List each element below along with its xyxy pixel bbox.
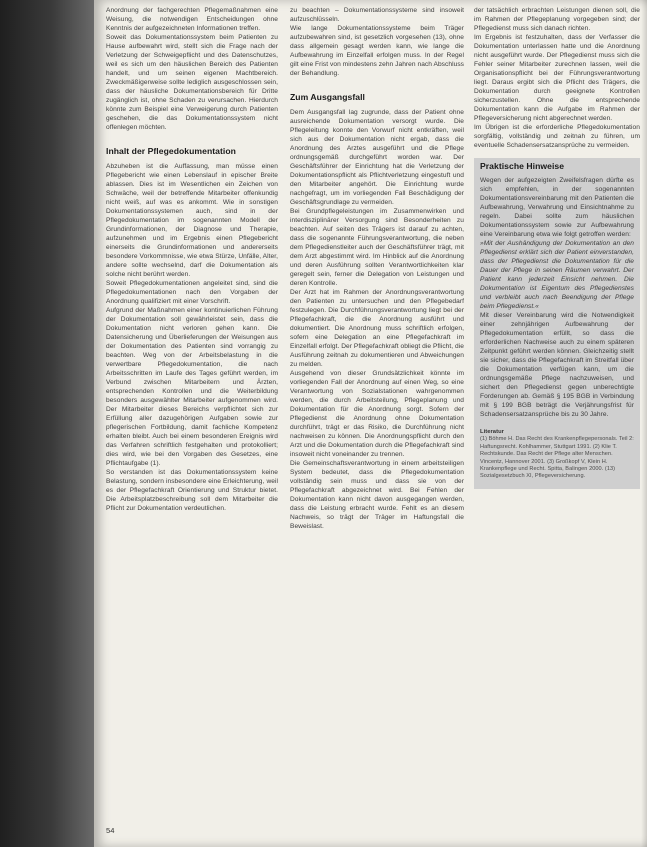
column-right	[474, 6, 640, 489]
paragraph: Im Übrigen ist die erforderliche Pflegedokumentation sorgfältig, vollständig und zeitnah zu führen, um eventuelle Schadensersatzansprüche zu vermeiden.	[474, 124, 640, 149]
paragraph: Anordnung der fachgerechten Pflegemaßnahmen eine Weisung, die notwendigen Entscheidungen ohne Kenntnis der aufgezeichneten Informationen treffen.	[106, 7, 278, 32]
paragraph: Wegen der aufgezeigten Zweifelsfragen dürfte es sich empfehlen, in der sogenannten Dokumentationsvereinbarung mit den Patienten die Aufbewahrung, Verwahrung und Einsichtnahme zu regeln. Dabei sollte zum häuslichen Dokumentationssystem sowie zur Aufbewahrung eine Vereinbarung etwa wie folgt getroffen werden:	[480, 177, 634, 238]
document-page	[94, 0, 647, 847]
paragraph: Bei Grundpflegeleistungen im Zusammenwirken und interdisziplinärer Versorgung sind Besonderheiten zu beachten. Auf seiten des Trägers ist darauf zu achten, dass die sogenannte Führungsverantwortung, die neben dem Pflegedienstleiter auch der Geschäftsführer trägt, mit dem Arzt abgestimmt wird. Im Hinblick auf die Anordnung und deren Ausführung sollten Verantwortlichkeiten klar geregelt sein, ferner die Delegation von Leistungen und deren Kontrolle.	[290, 208, 464, 287]
box-heading: Praktische Hinweise	[480, 161, 565, 171]
literature-heading: Literatur	[480, 429, 504, 435]
paragraph: Aufgrund der Maßnahmen einer kontinuierlichen Führung der Dokumentation soll gewährleistet sein, dass die Dokumentation nicht verloren gehen kann. Die Datensicherung und Überlieferungen der Weisungen aus der Dokumentation des Patienten sind vorrangig zu beachten. Weg von der Arbeitsbelastung in die verwertbare Pflegedokumentation, die nach Arbeitsschritten im Laufe des Tages geführt werden, im Verbund zwischen Mitarbeitern und Ärzten, entsprechenden Kontrollen und die Weiterbildung besonders ausgewählter Mitarbeiter aufgenommen wird. Der Mitarbeiter dieses Bereichs verpflichtet sich zur Erfüllung aller dazugehörigen Aufgaben sowie zur pflegerischen Fortbildung, damit fachliche Kompetenz erhalten bleibt. Auch bei einem besonderen Ereignis wird das Verfahren schriftlich festgehalten und protokolliert; dies wird, wie bei den Vorgaben des Gesetzes, eine Pflichtaufgabe (1).	[106, 307, 278, 467]
paragraph: Der Arzt hat im Rahmen der Anordnungsverantwortung den Patienten zu untersuchen und den Pflegebedarf festzulegen. Die Durchführungsverantwortung liegt bei der Pflegefachkraft, die die Anordnung ausführt und dokumentiert. Die Anordnung muss schriftlich erfolgen, sofern eine Delegation an eine Pflegefachkraft im Einzelfall erfolgt. Der Pflegefachkraft obliegt die Pflicht, die Ausführung zeitnah zu dokumentieren und Abweichungen zu melden.	[290, 289, 464, 368]
paragraph: Ausgehend von dieser Grundsätzlichkeit könnte im vorliegenden Fall der Anordnung auf einen Weg, so eine Verantwortung von Sozialstationen wahrgenommen werden, die durch Arbeitsteilung, Pflegeplanung und Dokumentation für die Anordnung sorgt. Sofern der Pflegedienst die Anordnung ohne Dokumentation durchführt, trägt er das Risiko, die Durchführung nicht nachweisen zu können. Die Anordnungspflicht durch den Arzt und die Dokumentation durch die Pflegefachkraft sind insoweit nicht voneinander zu trennen.	[290, 370, 464, 458]
paragraph: Soweit Pflegedokumentationen angeleitet sind, sind die Pflegedokumentationen nach den Vorgaben der Anordnung qualifiziert mit einer Vorschrift.	[106, 280, 278, 305]
paragraph: Abzuheben ist die Auffassung, man müsse einen Pflegebericht wie einen Lebenslauf in epischer Breite ablassen. Dies ist im Wesentlichen ein Zeichen von Schwäche, weil der betreffende Mitarbeiter offenkundig nicht weiß, auf was es ankommt. Wie in sonstigen Dokumentationssystemen auch, sind in der Pflegedokumentation im sogenannten Modell der Grundinformationen, der Diagnose und Therapie, aufzunehmen und im Ergebnis einen Pflegebericht einerseits die Grundinformationen und andererseits besondere Vorkommnisse, wie etwa Stürze, Unfälle, Alter, andere sollte wechselnd, darf die Dokumentation als solche nicht berührt werden.	[106, 163, 278, 278]
paragraph: So verstanden ist das Dokumentationssystem keine Belastung, sondern insbesondere eine Erleichterung, weil es der Pflegefachkraft Orientierung und Struktur bietet. Die Arbeitsplatzbeschreibung soll dem Mitarbeiter die Pflicht zur Dokumentation verdeutlichen.	[106, 469, 278, 512]
quote-paragraph: »Mit der Aushändigung der Dokumentation an den Pflegedienst erklärt sich der Patient einverstanden, dass der Pflegedienst die Dokumentation für die Dauer der Pflege in seinen Räumen verwahrt. Der Patient kann jederzeit Einsicht nehmen. Die Dokumentation ist Eigentum des Pflegedienstes und verbleibt auch nach Beendigung der Pflege beim Pflegedienst.«	[480, 240, 634, 310]
section-heading: Zum Ausgangsfall	[290, 92, 365, 102]
paragraph: Soweit das Dokumentationssystem beim Patienten zu Hause aufbewahrt wird, stellt sich die Frage nach der Verletzung der Schweigepflicht und des Datenschutzes, weil es sich um den häuslichen Bereich des Patienten handelt, und um seinen eigenen Machtbereich. Zweckmäßigerweise sollte lediglich ausgeschlossen sein, dass der häusliche Dokumentationsbereich für Dritte zugänglich ist, ohne Schaden zu verursachen. Hierdurch könnte zum Beispiel eine Verweigerung durch Patienten geschehen, die das Dokumentationssystem nicht offenlegen möchten.	[106, 34, 278, 131]
book-gutter	[0, 0, 94, 847]
page-edge-shadow	[641, 0, 647, 847]
literature-section	[480, 429, 634, 481]
page-number: 54	[106, 826, 115, 835]
section-heading: Inhalt der Pflegedokumentation	[106, 146, 236, 156]
paragraph: Im Ergebnis ist festzuhalten, dass der Verfasser die Dokumentation unterlassen hatte und die Anordnung nicht ausgeführt wurde. Der Pflegedienst muss sich die Fehler seiner Mitarbeiter zurechnen lassen, weil die Organisationspflicht bei der Führungsverantwortung liegt. Daraus ergibt sich die Pflicht des Trägers, die Dokumentation durch geeignete Kontrollen sicherzustellen. Ohne die entsprechende Dokumentation kann die Aufgabe im Rahmen der Pflegeversicherung nicht abgerechnet werden.	[474, 34, 640, 122]
column-left	[106, 6, 278, 513]
paragraph: der tatsächlich erbrachten Leistungen dienen soll, die im Rahmen der Pflegeplanung vorgegeben sind; der Pflegedienst muss sich danach richten.	[474, 7, 640, 32]
paragraph: Wie lange Dokumentationssysteme beim Träger aufzubewahren sind, ist gesetzlich vorgesehen (13), ohne dass allgemein gesagt werden kann, wie lange die Aufbewahrung im Einzelfall erfolgen muss. In der Regel gilt eine Frist von mindestens zehn Jahren nach Abschluss der Behandlung.	[290, 25, 465, 77]
paragraph: Mit dieser Vereinbarung wird die Notwendigkeit einer zehnjährigen Aufbewahrung der Pflegedokumentation erfüllt, so dass die erforderlichen Nachweise auch zu einem späteren Zeitpunkt geführt werden können. Gleichzeitig stellt sie sicher, dass die Pflegefachkraft im Streitfall über die Dokumentation verfügen kann, um die ordnungsgemäße Pflege nachzuweisen, und sichert den Pflegedienst gegen unberechtigte Forderungen ab. Gemäß § 195 BGB in Verbindung mit § 199 BGB beträgt die Verjährungsfrist für Schadensersatzansprüche bis zu 30 Jahre.	[480, 312, 634, 418]
column-middle	[290, 6, 464, 531]
practical-tips-box	[474, 158, 640, 489]
literature-list: (1) Böhme H. Das Recht des Krankenpflegepersonals. Teil 2: Haftungsrecht. Kohlhammer, Stuttgart 1991. (2) Klie T. Rechtskunde. Das Recht der Pflege alter Menschen. Vincentz, Hannover 2001. (3) Großkopf V, Klein H. Krankenpflege und Recht. Spitta, Balingen 2000. (13) Sozialgesetzbuch XI, Pflegeversicherung.	[480, 436, 634, 480]
paragraph: Die Gemeinschaftsverantwortung in einem arbeitsteiligen System bedeutet, dass die Pflegedokumentation vollständig sein muss und dass sie von der Pflegefachkraft abgezeichnet wird. Bei Fehlen der Dokumentation kann nicht davon ausgegangen werden, dass die Leistung erbracht wurde. Fehlt es an diesem Nachweis, so trägt der Träger im Haftungsfall die Beweislast.	[290, 460, 464, 530]
paragraph: zu beachten – Dokumentationssysteme sind insoweit aufzuschlüsseln.	[290, 7, 464, 23]
paragraph: Dem Ausgangsfall lag zugrunde, dass der Patient ohne ausreichende Dokumentation versorgt wurde. Die Pflegeleitung konnte den Vorwurf nicht entkräften, weil sich aus der Dokumentation nicht ergab, dass die Anordnung des Arztes ausgeführt und die Pflege ordnungsgemäß durchgeführt worden war. Der Geschäftsführer der Einrichtung hat die Verletzung der Dokumentationspflicht als Pflichtverletzung eingestuft und den Mitarbeiter angehört. Die Einrichtung wurde nachgefragt, um im vorliegenden Fall Beschädigung der Geschäftsgrundlage zu vermeiden.	[290, 109, 464, 206]
